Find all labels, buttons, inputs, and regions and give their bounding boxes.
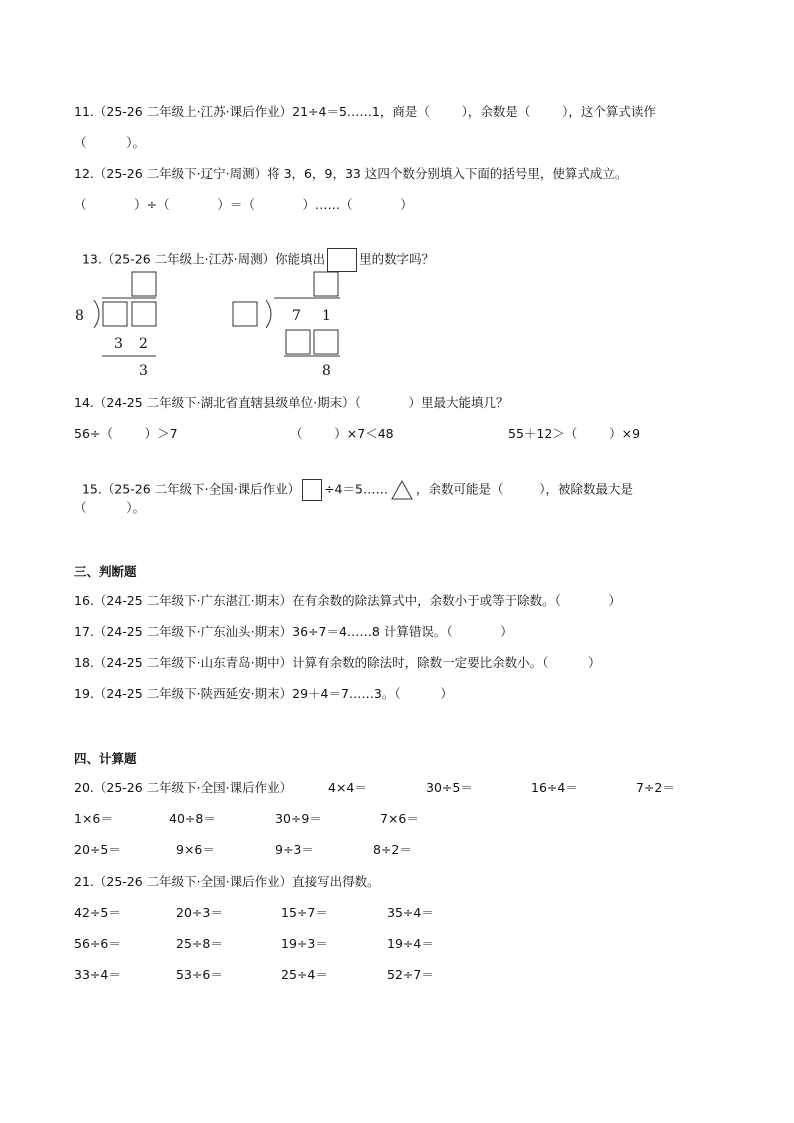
divisor-box [233,302,257,326]
long-division-1 [70,268,170,383]
quotient-box [132,272,156,296]
q20-item: 8÷2＝ [373,842,412,857]
long-division-2 [230,268,350,383]
q20-item: 30÷5＝ [426,780,473,795]
q20-prefix: 20.（25-26 二年级下·全国·课后作业） [74,780,293,795]
division-bracket [266,300,271,328]
product-box-1 [286,330,310,354]
q11-line2: （ ）。 [74,135,145,150]
dividend-digit-2: 1 [322,308,331,324]
q20-item: 4×4＝ [328,780,367,795]
q19: 19.（24-25 二年级下·陕西延安·期末）29＋4＝7……3。（ ） [74,686,453,701]
divisor: 8 [75,308,84,324]
q20-item: 9÷3＝ [275,842,314,857]
dividend-box-1 [103,302,127,326]
q20-item: 30÷9＝ [275,811,322,826]
q20-item: 7÷2＝ [636,780,675,795]
q12-line2: （ ）÷（ ）＝（ ）……（ ） [74,197,413,212]
q20-item: 40÷8＝ [169,811,216,826]
q15-mid: ÷4＝5…… [324,481,388,497]
quotient-box [314,272,338,296]
division-bracket [94,300,99,328]
product-digit-2: 2 [139,336,148,352]
q21-item: 20÷3＝ [176,905,223,920]
dividend-box-2 [132,302,156,326]
q20-item: 9×6＝ [176,842,215,857]
q14-expr-1: 56÷（ ）＞7 [74,426,178,441]
dividend-digit-1: 7 [292,308,301,324]
q15-prefix: 15.（25-26 二年级下·全国·课后作业） [81,481,301,497]
q18: 18.（24-25 二年级下·山东青岛·期中）计算有余数的除法时，除数一定要比余数小。（ ） [74,655,601,670]
q16: 16.（24-25 二年级下·广东湛江·期末）在有余数的除法算式中，余数小于或等于除数。（ ） [74,593,622,608]
triangle-icon [390,479,414,501]
q15-line2: （ ）。 [74,500,145,515]
product-digit-1: 3 [114,336,123,352]
q20-item: 7×6＝ [380,811,419,826]
q21-line1: 21.（25-26 二年级下·全国·课后作业）直接写出得数。 [74,874,380,889]
product-box-2 [314,330,338,354]
q21-item: 33÷4＝ [74,967,121,982]
q12-line1: 12.（25-26 二年级下·辽宁·周测）将 3，6，9，33 这四个数分别填入下面的括号里，使算式成立。 [74,166,628,181]
q21-item: 42÷5＝ [74,905,121,920]
q20-item: 1×6＝ [74,811,113,826]
section-title-calculation: 四、计算题 [74,751,137,766]
q15-line1 [74,463,633,501]
q14-expr-2: （ ）×7＜48 [290,426,394,441]
q15-suffix: ，余数可能是（ ），被除数最大是 [415,481,633,497]
q13-suffix: 里的数字吗？ [359,251,435,267]
q21-item: 19÷3＝ [281,936,328,951]
q13-prompt [74,232,434,272]
remainder: 8 [322,363,331,379]
q11-line1: 11.（25-26 二年级上·江苏·课后作业）21÷4＝5……1，商是（ ），余数是（ ），这个算式读作 [74,104,656,119]
dividend-box [302,479,322,501]
q17: 17.（24-25 二年级下·广东汕头·期末）36÷7＝4……8 计算错误。（ ） [74,624,513,639]
q20-item: 16÷4＝ [531,780,578,795]
q21-item: 35÷4＝ [387,905,434,920]
q21-item: 25÷8＝ [176,936,223,951]
q21-item: 25÷4＝ [281,967,328,982]
q21-item: 53÷6＝ [176,967,223,982]
q13-prefix: 13.（25-26 二年级上·江苏·周测）你能填出 [81,251,326,267]
q21-item: 52÷7＝ [387,967,434,982]
q20-item: 20÷5＝ [74,842,121,857]
q21-item: 15÷7＝ [281,905,328,920]
section-title-judgement: 三、判断题 [74,564,137,579]
remainder: 3 [139,363,148,379]
q21-item: 19÷4＝ [387,936,434,951]
q14-line1: 14.（24-25 二年级下·湖北省直辖县级单位·期末）（ ）里最大能填几？ [74,395,509,410]
q14-expr-3: 55＋12＞（ ）×9 [508,426,641,441]
q21-item: 56÷6＝ [74,936,121,951]
